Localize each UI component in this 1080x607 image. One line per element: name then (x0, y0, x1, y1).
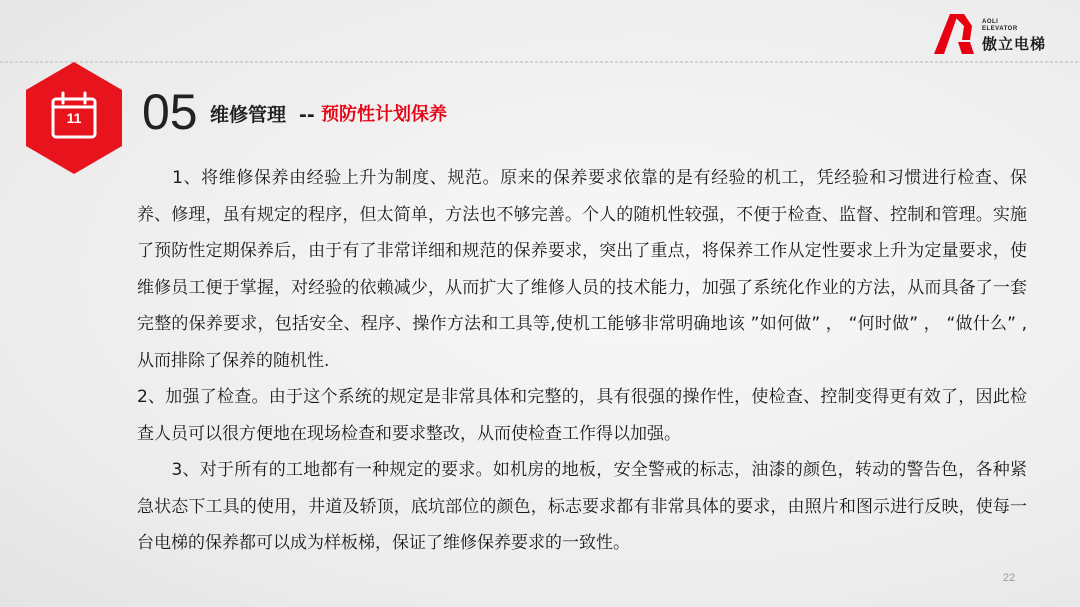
section-subtitle: 预防性计划保养 (321, 104, 447, 125)
company-logo (930, 12, 1075, 56)
header-divider (0, 61, 1080, 63)
calendar-day: 11 (66, 110, 82, 126)
paragraph-1: 1、将维修保养由经验上升为制度、规范。原来的保养要求依靠的是有经验的机工，凭经验和习惯进行检查、保养、修理，虽有规定的程序，但太简单，方法也不够完善。个人的随机性较强，不便于检查、监督、控制和管理。实施了预防性定期保养后，由于有了非常详细和规范的保养要求，突出了重点，将保养工作从定性要求上升为定量要求，使维修员工便于掌握，对经验的依赖减少，从而扩大了维修人员的技术能力，加强了系统化作业的方法，从而具备了一套完整的保养要求，包括安全、程序、操作方法和工具等,使机工能够非常明确地该 ”如何做” ， “何时做” ， “做什么” ,从而排除了保养的随机性. (137, 168, 1027, 371)
logo-english-line2: ELEVATOR (982, 26, 1018, 32)
section-number: 05 (142, 84, 198, 140)
page-number: 22 (1003, 572, 1016, 584)
logo-english (982, 19, 1018, 33)
section-badge (26, 62, 122, 174)
paragraph-3: 3、对于所有的工地都有一种规定的要求。如机房的地板，安全警戒的标志，油漆的颜色，转动的警告色，各种紧急状态下工具的使用，井道及轿顶，底坑部位的颜色，标志要求都有非常具体的要求，由照片和图示进行反映，使每一台电梯的保养都可以成为样板梯，保证了维修保养要求的一致性。 (137, 460, 1027, 553)
section-title: 维修管理 (210, 104, 287, 126)
logo-chinese: 傲立电梯 (982, 35, 1047, 53)
logo-english-line1: AOLI (982, 19, 999, 25)
body-text (137, 160, 1027, 562)
title-separator: -- (299, 104, 315, 126)
logo-mark-icon (930, 12, 978, 56)
paragraph-2: 2、加强了检查。由于这个系统的规定是非常具体和完整的，具有很强的操作性，使检查、控制变得更有效了，因此检查人员可以很方便地在现场检查和要求整改，从而使检查工作得以加强。 (137, 387, 1027, 444)
